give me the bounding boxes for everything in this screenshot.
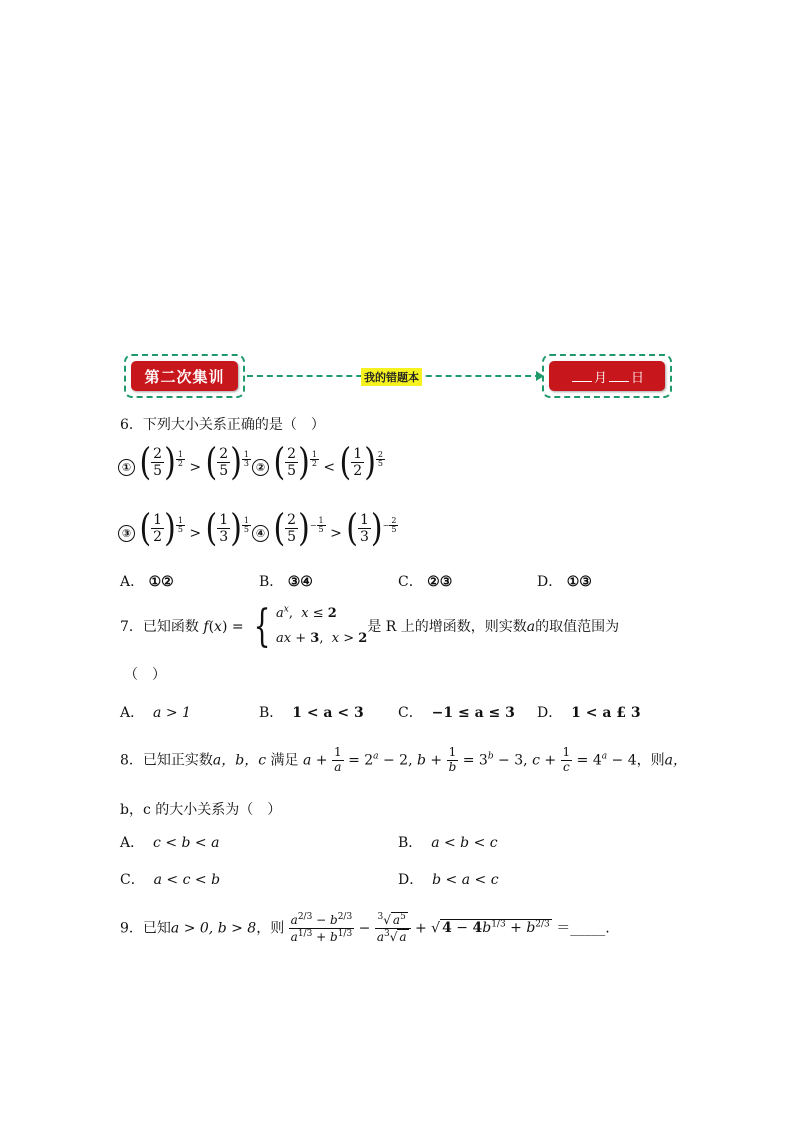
q8-option-a: A． c < b < a [120,835,220,851]
q8-stem: 8．已知正实数a，b，c 满足 a + $\frac{1}{a}$ = $2^a - 2$, b + $\frac{1}{b}$ = $3^b - 3$, c + $\frac{1}{c}$ = $4^a - 4$，则a， [120,745,688,774]
q6-stem: 6．下列大小关系正确的是（ ） [120,417,325,433]
q7-stem: 7．已知函数 f(x) = { $a^x$, x ≤ 2 ax + 3, x > 2是 R 上的增函数，则实数a的取值范围为 [120,600,620,652]
q9-stem: 9．已知a > 0, b > 8，则 $\frac{a^{2/3} - b^{2/3}}{a^{1/3} + b^{1/3}}$ − $\frac{^3√ a^5}{a^3√ a}$ + √ $4 - 4b^{1/3} + b^{2/3}$ ＝_____. [120,912,610,944]
q7-option-d: D． 1 < a £ 3 [537,705,641,721]
q7-answer-paren: （ ） [124,667,166,683]
q6-item-3: ③ ( $\frac{1}{2}$ ) $\frac{1}{5}$ > ( $\frac{1}{3}$ ) $\frac{1}{5}$ [118,512,251,545]
q6-item-2: ② ( $\frac{2}{5}$ ) $\frac{1}{2}$ < ( $\frac{1}{2}$ ) $\frac{2}{5}$ [252,446,385,479]
q6-item-1: ① ( $\frac{2}{5}$ ) $\frac{1}{2}$ > ( $\frac{2}{5}$ ) $\frac{1}{3}$ [118,446,251,479]
date-tag [542,354,672,398]
q7-option-c: C． −1 ≤ a ≤ 3 [398,705,515,721]
q7-option-a: A． a > 1 [120,705,191,721]
session-tag [124,354,245,398]
session-tag-label: 第二次集训 [131,361,238,391]
month-label: 月 [593,370,607,386]
q6-option-b: B． ③④ [259,574,313,590]
q8-option-b: B． a < b < c [398,835,498,851]
item-4-marker: ④ [252,525,269,542]
q6-option-c: C． ②③ [398,574,453,590]
day-label: 日 [631,370,645,386]
notebook-label: 我的错题本 [361,368,422,386]
q6-option-a: A． ①② [120,574,174,590]
date-tag-content [549,361,665,391]
q8-option-d: D． b < a < c [398,872,499,888]
item-1-marker: ① [118,459,135,476]
q9-answer-blank: ＝_____. [556,920,610,937]
q8-option-c: C． a < c < b [120,872,221,888]
item-3-marker: ③ [118,525,135,542]
q6-option-d: D． ①③ [537,574,592,590]
q8-stem-line2: b，c 的大小关系为（ ） [120,802,282,818]
q7-option-b: B． 1 < a < 3 [259,705,364,721]
session-banner [124,353,672,399]
q6-item-4: ④ ( $\frac{2}{5}$ ) − $\frac{1}{5}$ > ( $\frac{1}{3}$ ) − $\frac{2}{5}$ [252,512,398,545]
item-2-marker: ② [252,459,269,476]
